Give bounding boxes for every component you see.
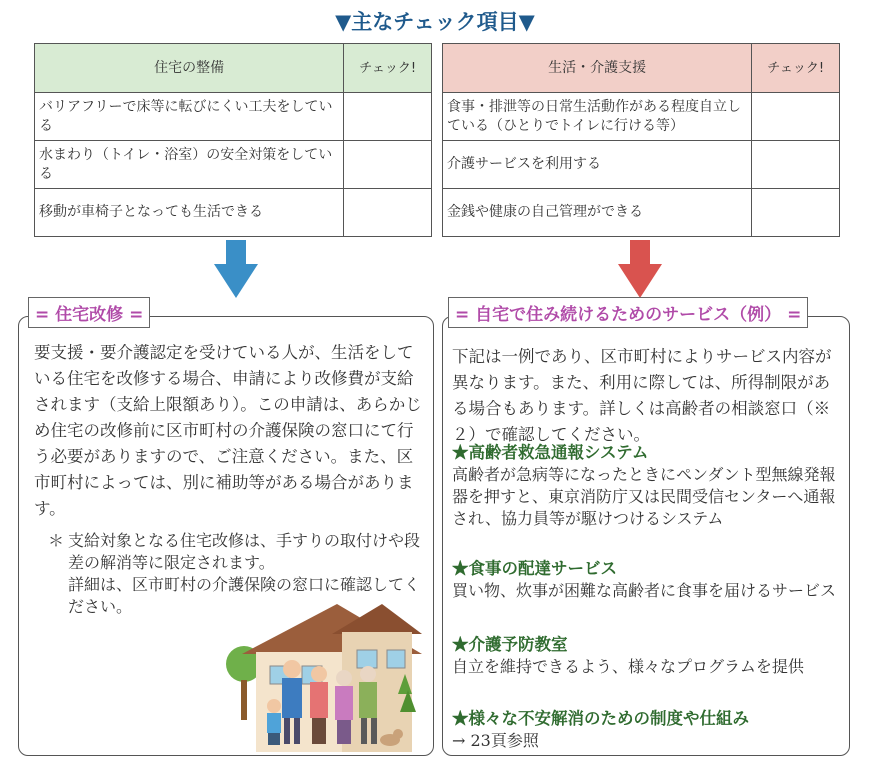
care-row-3: 金銭や健康の自己管理ができる	[443, 189, 752, 237]
housing-note-text: 支給対象となる住宅改修は、手すりの取付けや段差の解消等に限定されます。	[68, 531, 421, 572]
service-desc-1: 高齢者が急病等になったときにペンダント型無線発報器を押すと、東京消防庁又は民間受信センターへ通報され、協力員等が駆けつけるシステム	[452, 465, 836, 528]
housing-note-detail: 詳細は、区市町村の介護保険の窓口に確認してください。	[68, 575, 421, 616]
care-table-header: 生活・介護支援	[443, 44, 752, 93]
housing-row-1: バリアフリーで床等に転びにくい工夫をしている	[35, 93, 344, 141]
care-row-1: 食事・排泄等の日常生活動作がある程度自立している（ひとりでトイレに行ける等）	[443, 93, 752, 141]
housing-table-header: 住宅の整備	[35, 44, 344, 93]
service-title-3: ★介護予防教室	[452, 635, 568, 654]
service-title-1: ★高齢者救急通報システム	[452, 443, 649, 462]
housing-check-cell-1[interactable]	[344, 93, 432, 141]
care-check-cell-2[interactable]	[752, 141, 840, 189]
housing-check-header: チェック!	[344, 44, 432, 93]
housing-check-table	[34, 43, 432, 237]
care-check-header: チェック!	[752, 44, 840, 93]
page-heading: ▼主なチェック項目▼	[335, 10, 535, 34]
service-title-2: ★食事の配達サービス	[452, 559, 617, 578]
service-reference-link[interactable]: → 23頁参照	[452, 731, 539, 750]
housing-row-3: 移動が車椅子となっても生活できる	[35, 189, 344, 237]
housing-row-2: 水まわり（トイレ・浴室）の安全対策をしている	[35, 141, 344, 189]
service-item-3	[452, 634, 844, 678]
care-check-cell-3[interactable]	[752, 189, 840, 237]
service-item-2	[452, 558, 844, 602]
service-item-4	[452, 708, 844, 752]
housing-panel-title: = 住宅改修 =	[28, 297, 150, 328]
housing-panel-body: 要支援・要介護認定を受けている人が、生活をしている住宅を改修する場合、申請により改修費が支給されます（支給上限額あり）。この申請は、あらかじめ住宅の改修前に区市町村の介護保険の窓口にて行う必要がありますので、ご注意ください。また、区市町村によっては、別に補助等がある場合があります。	[34, 343, 422, 518]
housing-check-cell-2[interactable]	[344, 141, 432, 189]
service-desc-2: 買い物、炊事が困難な高齢者に食事を届けるサービス	[452, 581, 837, 600]
services-panel-title: = 自宅で住み続けるためのサービス（例） =	[448, 297, 808, 328]
arrow-down-blue-icon	[214, 240, 258, 298]
care-check-table	[442, 43, 840, 237]
care-row-2: 介護サービスを利用する	[443, 141, 752, 189]
arrow-down-red-icon	[618, 240, 662, 298]
service-item-1	[452, 442, 844, 530]
services-intro: 下記は一例であり、区市町村によりサービス内容が異なります。また、利用に際しては、所得制限がある場合もあります。詳しくは高齢者の相談窓口（※２）で確認してください。	[452, 347, 832, 444]
service-desc-3: 自立を維持できるよう、様々なプログラムを提供	[452, 657, 804, 676]
housing-check-cell-3[interactable]	[344, 189, 432, 237]
family-house-icon	[222, 594, 422, 754]
note-asterisk: ＊	[48, 531, 65, 550]
service-title-4: ★様々な不安解消のための制度や仕組み	[452, 709, 749, 728]
care-check-cell-1[interactable]	[752, 93, 840, 141]
